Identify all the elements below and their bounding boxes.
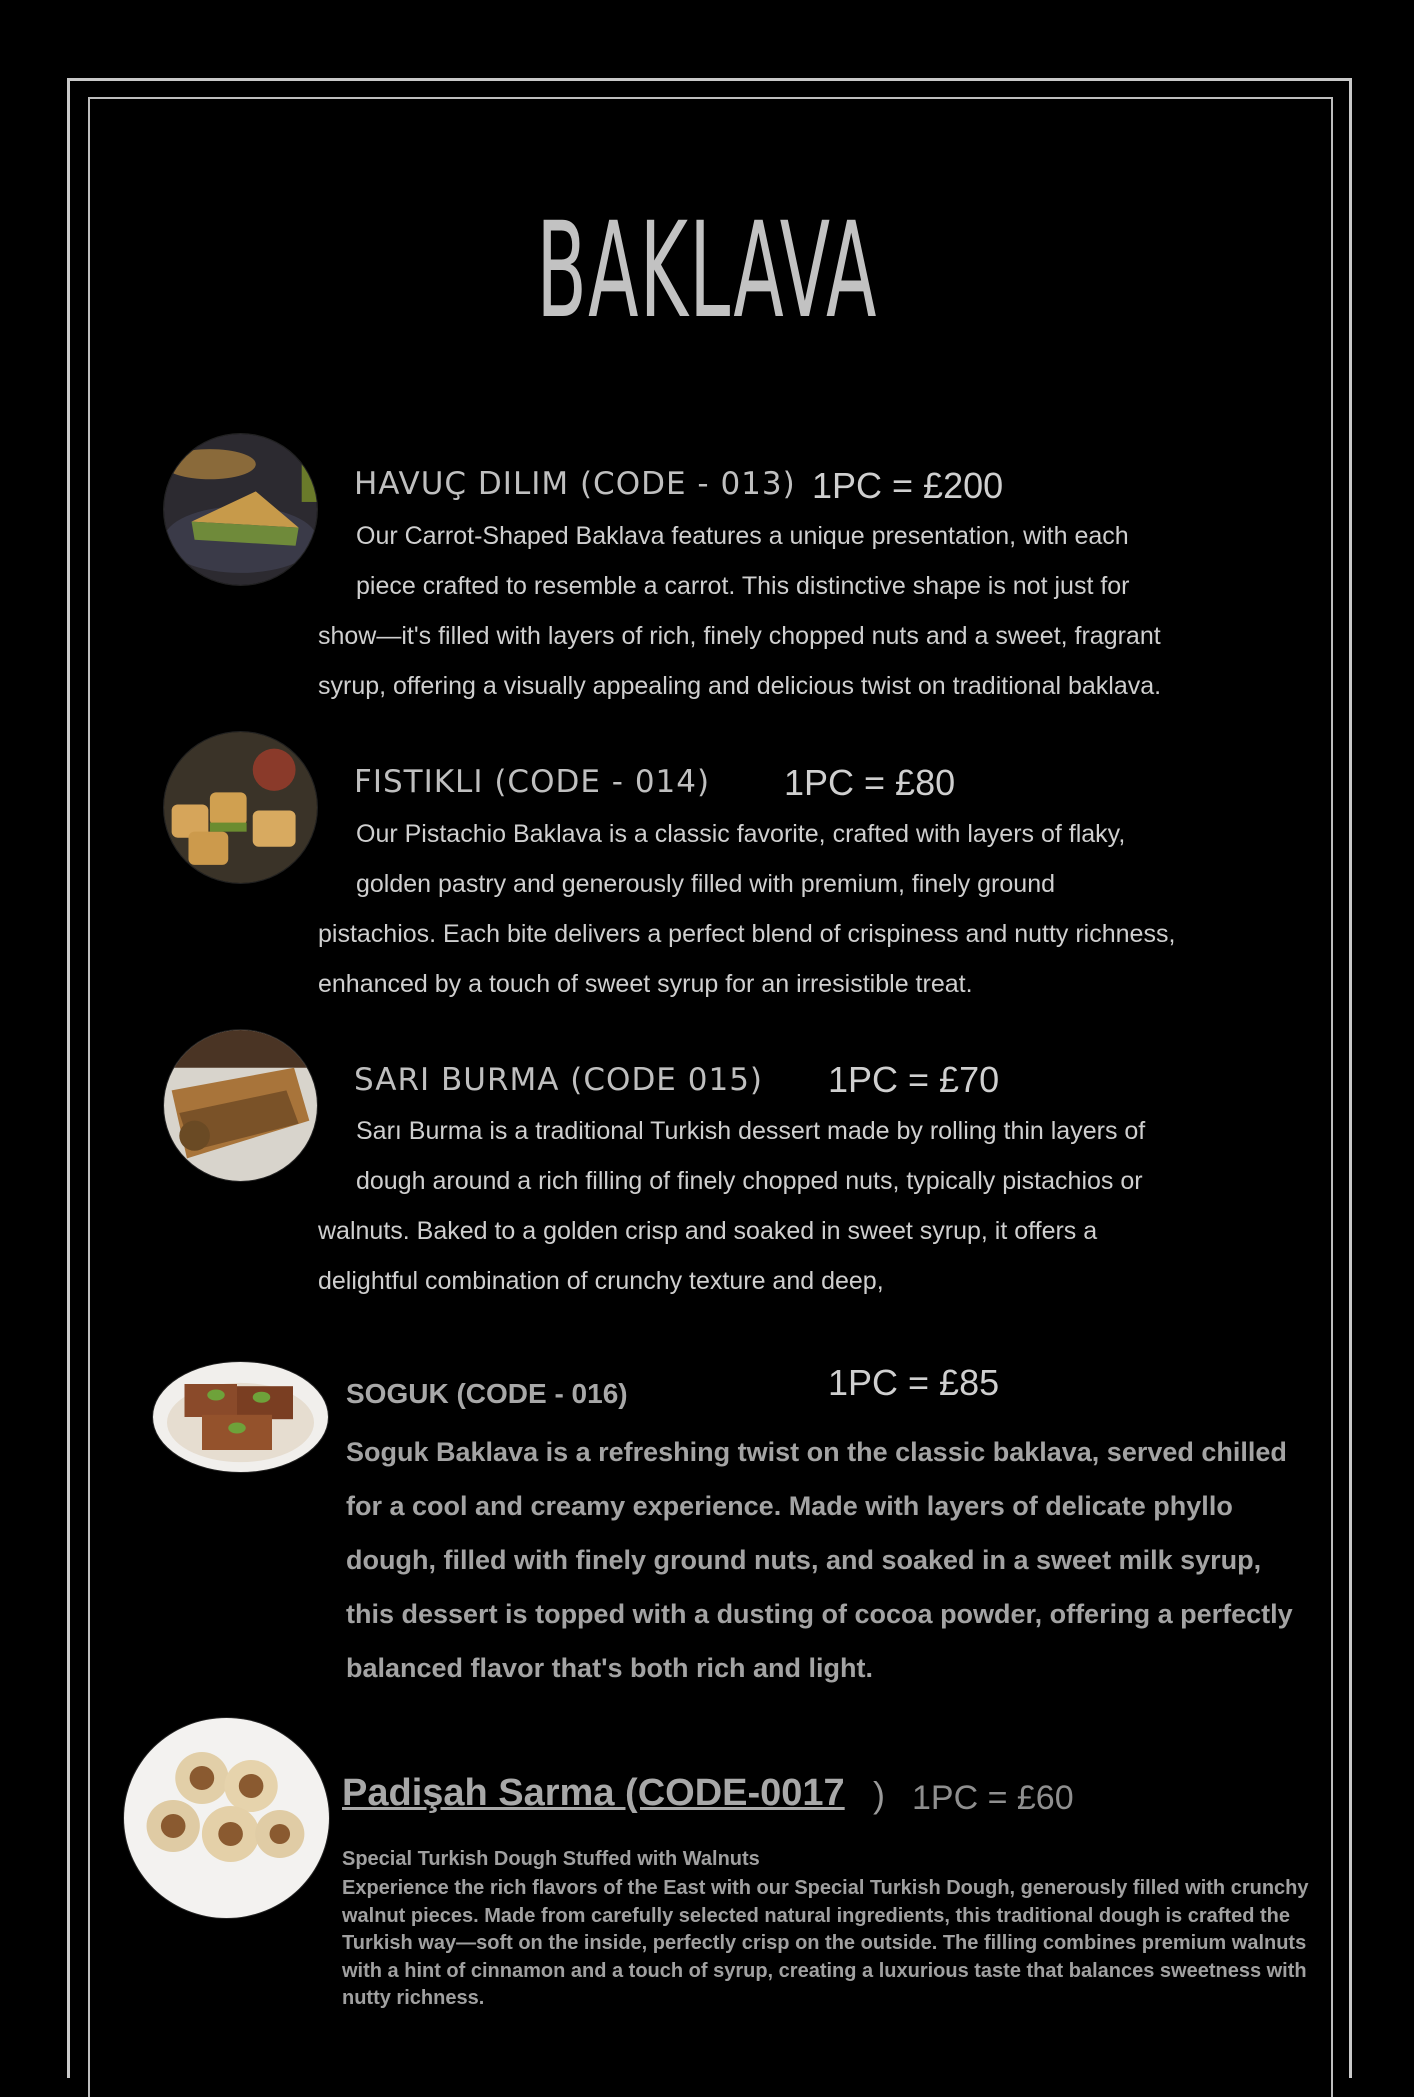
item-image-havuc-dilim <box>164 434 317 585</box>
item-name: SARI BURMA (CODE 015) <box>354 1062 764 1098</box>
item-description: Experience the rich flavors of the East with our Special Turkish Dough, generously filled with crunchy walnut pieces. Made from carefully selected natural ingredients, this traditional dough is crafted the Turkish way—soft on the inside, perfectly crisp on the outside. The filling combines premium walnuts with a hint of cinnamon and a touch of syrup, creating a luxurious taste that balances sweetness with nutty richness. <box>342 1877 1309 2009</box>
description-line: Sarı Burma is a traditional Turkish dessert made by rolling thin layers of <box>356 1117 1146 1145</box>
item-name: SOGUK (CODE - 016) <box>346 1378 628 1409</box>
description-line: golden pastry and generously filled with premium, finely ground <box>356 870 1055 898</box>
item-description: Soguk Baklava is a refreshing twist on the classic baklava, served chilled for a cool and creamy experience. Made with layers of delicate phyllo dough, filled with finely ground nuts, and soaked in a sweet milk syrup, this dessert is topped with a dusting of cocoa powder, offering a perfectly balanced flavor that's both rich and light. <box>346 1437 1293 1683</box>
item-name: FISTIKLI (CODE - 014) <box>354 764 711 800</box>
item-description <box>318 1106 1145 1306</box>
item-image-sari-burma <box>164 1030 317 1181</box>
item-price: 1PC = £80 <box>784 762 956 803</box>
description-line: show—it's filled with layers of rich, finely chopped nuts and a sweet, fragrant <box>318 622 1161 650</box>
description-line: dough around a rich filling of finely chopped nuts, typically pistachios or <box>356 1167 1143 1195</box>
description-line: piece crafted to resemble a carrot. This distinctive shape is not just for <box>356 572 1130 600</box>
page-title: BAKLAVA <box>536 194 878 348</box>
item-image-fistikli <box>164 732 317 883</box>
description-line: Our Pistachio Baklava is a classic favorite, crafted with layers of flaky, <box>356 820 1126 848</box>
description-line: enhanced by a touch of sweet syrup for an irresistible treat. <box>318 970 973 998</box>
description-line: syrup, offering a visually appealing and delicious twist on traditional baklava. <box>318 672 1162 700</box>
item-price: 1PC = £60 <box>912 1779 1074 1817</box>
item-name: Padişah Sarma (CODE-0017 <box>342 1772 845 1814</box>
item-name: HAVUÇ DILIM (CODE - 013) <box>354 466 796 502</box>
item-subtitle: Special Turkish Dough Stuffed with Walnuts <box>342 1848 760 1870</box>
description-line: delightful combination of crunchy texture and deep, <box>318 1267 884 1295</box>
item-name-paren: ) <box>873 1774 885 1815</box>
item-description <box>318 809 1175 1009</box>
item-price: 1PC = £70 <box>828 1059 1000 1100</box>
item-description <box>318 511 1161 711</box>
item-image-soguk <box>153 1362 328 1472</box>
description-line: walnuts. Baked to a golden crisp and soaked in sweet syrup, it offers a <box>318 1217 1098 1245</box>
item-price: 1PC = £85 <box>828 1362 1000 1403</box>
description-line: Our Carrot-Shaped Baklava features a unique presentation, with each <box>356 522 1129 550</box>
item-price: 1PC = £200 <box>812 465 1004 506</box>
item-image-padisah-sarma <box>124 1718 329 1918</box>
description-line: pistachios. Each bite delivers a perfect blend of crispiness and nutty richness, <box>318 920 1176 948</box>
